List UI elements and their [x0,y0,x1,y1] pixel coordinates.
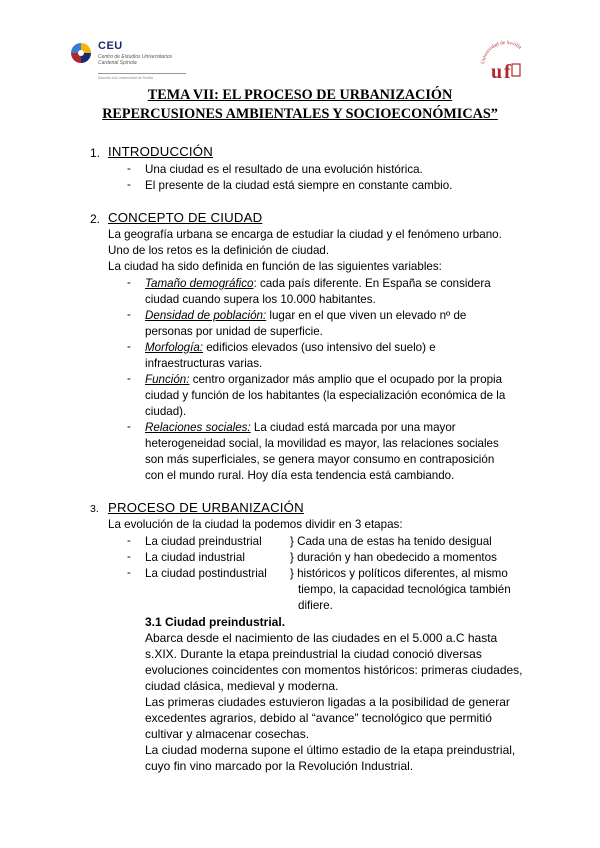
stages-note-line: } Cada una de estas ha tenido desigual [290,535,492,548]
document-title-line1: TEMA VII: EL PROCESO DE URBANIZACIÓN [147,87,453,103]
variable-item: Densidad de población: lugar en el que viven un elevado nº de [145,309,467,322]
variable-term: Morfología: [145,341,203,354]
bullet-dash: - [127,372,131,385]
stage-item: La ciudad industrial [145,551,245,564]
paragraph-line: Abarca desde el nacimiento de las ciudades en el 5.000 a.C hasta [145,631,498,645]
variable-continuation: son más superficiales, se genera mayor consumo en contraposición [145,453,495,466]
ceu-divider [98,73,186,74]
paragraph-line: cuyo fin vino marcado por la Revolución Industrial. [145,759,414,773]
svg-text:f: f [504,61,511,83]
paragraph-line: ciudad clásica, medieval y moderna. [145,679,339,693]
stages-note-line: tiempo, la capacidad tecnológica también [298,583,511,596]
paragraph-line: evoluciones coincidentes con momentos históricos: primeras ciudades, [145,663,523,677]
svg-text:u: u [491,61,503,83]
ceu-tiny-text: Adscrito a la Universidad de Sevilla [98,76,153,80]
variable-continuation: infraestructuras varias. [145,357,263,370]
paragraph-line: La evolución de la ciudad la podemos dividir en 3 etapas: [108,518,403,531]
bullet-dash: - [127,550,131,563]
bullet-dash: - [127,276,131,289]
bullet-dash: - [127,420,131,433]
paragraph-line: La ciudad moderna supone el último estadio de la etapa preindustrial, [145,743,516,757]
stages-note-line: } históricos y políticos diferentes, al mismo [290,567,508,580]
ceu-emblem-icon [70,42,92,64]
bullet-text: El presente de la ciudad está siempre en constante cambio. [145,179,453,192]
section-number: 1. [90,146,101,160]
paragraph-line: La ciudad ha sido definida en función de las siguientes variables: [108,260,442,273]
paragraph-line: s.XIX. Durante la etapa preindustrial la ciudad conoció diversas [145,647,482,661]
section-heading: PROCESO DE URBANIZACIÓN [108,500,304,515]
section-number: 3. [90,503,99,515]
stage-item: La ciudad preindustrial [145,535,262,548]
paragraph-line: cultivar y almacenar cosechas. [145,727,310,741]
variable-term: Densidad de población: [145,309,267,322]
subsection-heading: 3.1 Ciudad preindustrial. [145,615,286,629]
variable-term: Tamaño demográfico [145,277,254,290]
variable-item: Morfología: edificios elevados (uso intensivo del suelo) e [145,341,436,354]
variable-continuation: ciudad). [145,405,187,418]
ceu-subtitle: Centro de Estudios Universitarios Cardenal Spínola [98,54,173,66]
bullet-text: Una ciudad es el resultado de una evolución histórica. [145,163,423,176]
bullet-dash: - [127,566,131,579]
variable-term: Relaciones sociales: [145,421,251,434]
ceu-name: CEU [98,40,123,52]
paragraph-line: Las primeras ciudades estuvieron ligadas a la posibilidad de generar [145,695,510,709]
variable-term: Función: [145,373,190,386]
variable-continuation: ciudad y función de los habitantes (la especialización económica de la [145,389,506,402]
paragraph-line: La geografía urbana se encarga de estudiar la ciudad y el fenómeno urbano. [108,228,502,241]
section-heading: CONCEPTO DE CIUDAD [108,210,263,225]
ceu-logo [70,40,190,82]
section-number: 2. [90,212,101,226]
section-heading: INTRODUCCIÓN [108,144,213,159]
bullet-dash: - [127,340,131,353]
bullet-dash: - [127,162,131,175]
variable-continuation: ciudad cuando supera los 10.000 habitantes. [145,293,376,306]
document-title-line2: REPERCUSIONES AMBIENTALES Y SOCIOECONÓMICAS” [102,106,498,122]
universidad-sevilla-seal-icon [476,36,536,86]
stages-note-line: difiere. [298,599,333,612]
seal-arc-text: Universidad de Sevilla [480,39,523,65]
stages-note-line: } duración y han obedecido a momentos [290,551,497,564]
paragraph-line: Uno de los retos es la definición de ciudad. [108,244,330,257]
variable-continuation: personas por unidad de superficie. [145,325,323,338]
paragraph-line: excedentes agrarios, debido al “avance” tecnológico que permitió [145,711,492,725]
bullet-dash: - [127,308,131,321]
variable-continuation: heterogeneidad social, la movilidad es mayor, las relaciones sociales [145,437,499,450]
bullet-dash: - [127,178,131,191]
variable-item: Relaciones sociales: La ciudad está marcada por una mayor [145,421,456,434]
variable-continuation: con el mundo rural. Hoy día esta tendencia está cambiando. [145,469,455,482]
bullet-dash: - [127,534,131,547]
variable-item: Función: centro organizador más amplio que el ocupado por la propia [145,373,503,386]
stage-item: La ciudad postindustrial [145,567,267,580]
variable-item: Tamaño demográfico: cada país diferente. En España se considera [145,277,491,290]
